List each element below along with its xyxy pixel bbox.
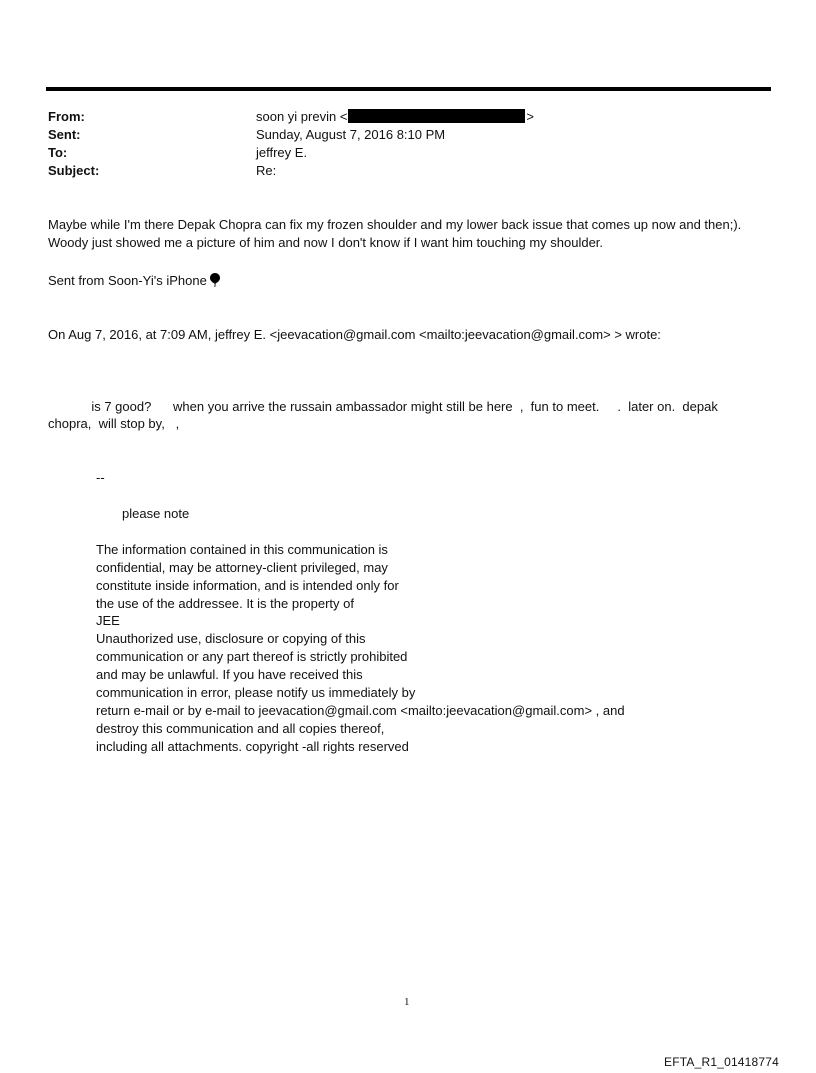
- bates-number: EFTA_R1_01418774: [664, 1055, 780, 1069]
- please-note: please note: [122, 506, 190, 521]
- disclaimer-line: JEE: [96, 613, 120, 628]
- quoted-line-2: chopra, will stop by, ,: [48, 416, 180, 431]
- subject-label: Subject:: [48, 163, 100, 178]
- disclaimer-line: communication in error, please notify us immediately by: [96, 685, 416, 700]
- from-close: >: [526, 109, 535, 124]
- sent-from-line: [48, 273, 220, 290]
- sent-label: Sent:: [48, 127, 81, 142]
- disclaimer-line: Unauthorized use, disclosure or copying of this: [96, 631, 366, 646]
- from-name: soon yi previn <: [256, 109, 348, 124]
- to-label: To:: [48, 145, 68, 160]
- sent-from-text: Sent from Soon-Yi's iPhone: [48, 273, 207, 288]
- disclaimer-line: including all attachments. copyright -all rights reserved: [96, 739, 409, 754]
- disclaimer-line: the use of the addressee. It is the property of: [96, 596, 354, 611]
- from-label: From:: [48, 109, 85, 124]
- redaction-box: [348, 109, 525, 123]
- quote-header: On Aug 7, 2016, at 7:09 AM, jeffrey E. <jeevacation@gmail.com <mailto:jeevacation@gmail.com> > wrote:: [48, 327, 661, 342]
- body-line-2: Woody just showed me a picture of him and now I don't know if I want him touching my shoulder.: [48, 235, 604, 250]
- body-line-1: Maybe while I'm there Depak Chopra can fix my frozen shoulder and my lower back issue that comes up now and then;).: [48, 217, 742, 232]
- disclaimer-line: constitute inside information, and is intended only for: [96, 578, 399, 593]
- disclaimer-line: return e-mail or by e-mail to jeevacation@gmail.com <mailto:jeevacation@gmail.com> , and: [96, 703, 625, 718]
- from-value: [256, 109, 534, 124]
- signature-dashes: --: [96, 470, 105, 485]
- quoted-line-1: is 7 good? when you arrive the russain ambassador might still be here , fun to meet. . later on. depak: [48, 399, 718, 414]
- disclaimer-line: communication or any part thereof is strictly prohibited: [96, 649, 408, 664]
- sent-value: Sunday, August 7, 2016 8:10 PM: [256, 127, 446, 142]
- disclaimer-line: The information contained in this communication is: [96, 542, 388, 557]
- disclaimer-line: confidential, may be attorney-client privileged, may: [96, 560, 388, 575]
- page-number: 1: [404, 996, 410, 1008]
- to-value: jeffrey E.: [256, 145, 308, 160]
- disclaimer-line: destroy this communication and all copies thereof,: [96, 721, 385, 736]
- disclaimer-line: and may be unlawful. If you have received this: [96, 667, 363, 682]
- balloon-icon: [210, 273, 220, 290]
- subject-value: Re:: [256, 163, 277, 178]
- header-rule: [46, 87, 771, 91]
